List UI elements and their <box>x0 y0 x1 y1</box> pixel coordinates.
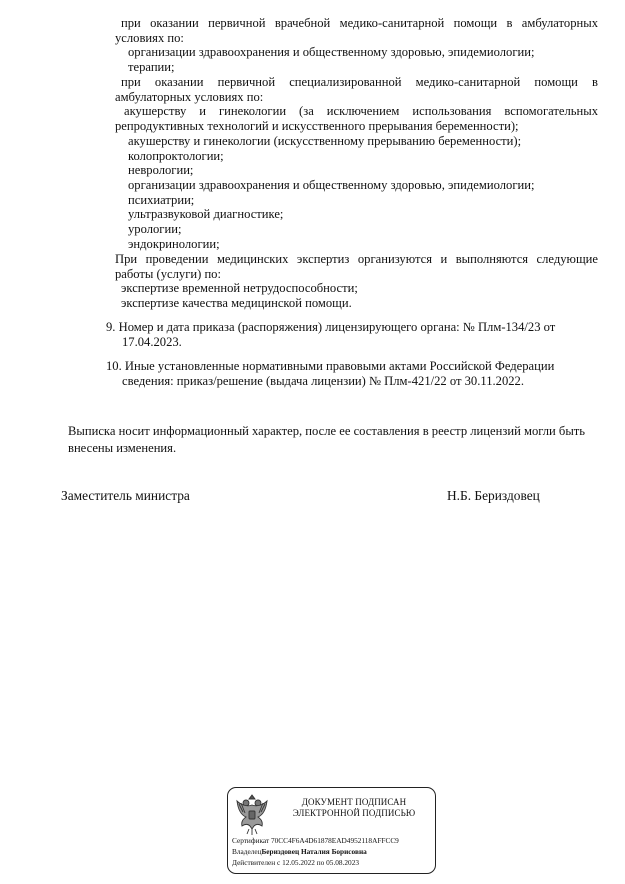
list-item: эндокринологии; <box>128 236 220 251</box>
list-item: акушерству и гинекологии (за исключением использования вспомогательных <box>124 104 598 119</box>
specialized-intro-line-2: амбулаторных условиях по: <box>115 89 264 104</box>
list-item: урологии; <box>128 222 182 237</box>
owner-name: Бериздовец Наталия Борисовна <box>261 847 367 856</box>
primary-care-section <box>115 16 598 75</box>
item-9-line-2: 17.04.2023. <box>122 334 182 349</box>
valid-to-label: по <box>316 858 325 867</box>
stamp-details <box>232 835 435 868</box>
certificate-label: Сертификат <box>232 836 270 845</box>
valid-label: Действителен с <box>232 858 281 867</box>
list-item: психиатрии; <box>128 192 195 207</box>
primary-care-intro-line-2: условиях по: <box>115 30 184 45</box>
electronic-signature-stamp <box>227 787 436 874</box>
list-item: экспертизе качества медицинской помощи. <box>121 296 352 311</box>
list-item: ультразвуковой диагностике; <box>128 207 284 222</box>
stamp-title <box>274 797 434 819</box>
coat-of-arms-emblem <box>233 793 271 837</box>
list-item: акушерству и гинекологии (искусственному прерыванию беременности); <box>128 133 522 148</box>
note-line-1: Выписка носит информационный характер, после ее составления в реестр лицензий могли быть <box>68 424 586 438</box>
stamp-title-line-2: ЭЛЕКТРОННОЙ ПОДПИСЬЮ <box>292 808 416 818</box>
validity-row <box>232 857 435 868</box>
item-9-line-1: 9. Номер и дата приказа (распоряжения) лицензирующего органа: № Плм-134/23 от <box>106 320 556 334</box>
list-item: колопроктологии; <box>128 148 224 163</box>
list-item: организации здравоохранения и общественному здоровью, эпидемиологии; <box>128 177 535 192</box>
disclaimer-note <box>68 423 603 457</box>
certificate-row <box>232 835 435 846</box>
expertise-intro-line-2: работы (услуги) по: <box>115 266 221 281</box>
specialized-intro-line-1: при оказании первичной специализированной медико-санитарной помощи в <box>121 75 598 89</box>
item-10-line-1: 10. Иные установленные нормативными правовыми актами Российской Федерации <box>106 359 555 373</box>
item-10 <box>106 359 598 388</box>
list-item-continuation: репродуктивных технологий и искусственного прерывания беременности); <box>115 119 519 134</box>
signatory-position: Заместитель министра <box>61 488 190 503</box>
primary-care-intro-line-1: при оказании первичной врачебной медико-санитарной помощи в амбулаторных <box>121 16 598 30</box>
expertise-intro-line-1: При проведении медицинских экспертиз организуются и выполняются следующие <box>115 252 598 266</box>
valid-from: 12.05.2022 <box>282 858 315 867</box>
certificate-number: 70CC4F6A4D61878EAD4952118AFFCC9 <box>270 836 399 845</box>
owner-label: Владелец <box>232 847 262 856</box>
stamp-title-line-1: ДОКУМЕНТ ПОДПИСАН <box>301 797 407 807</box>
list-item: неврологии; <box>128 163 194 178</box>
owner-row <box>232 846 435 857</box>
expertise-section <box>115 252 598 311</box>
note-line-2: внесены изменения. <box>68 441 177 455</box>
list-item: экспертизе временной нетрудоспособности; <box>121 281 358 296</box>
item-10-line-2: сведения: приказ/решение (выдача лицензии) № Плм-421/22 от 30.11.2022. <box>122 373 524 388</box>
signatory-name: Н.Б. Бериздовец <box>447 488 540 503</box>
valid-to: 05.08.2023 <box>326 858 359 867</box>
specialized-care-section <box>115 75 598 251</box>
list-item: организации здравоохранения и общественному здоровью, эпидемиологии; <box>128 45 535 60</box>
item-9 <box>106 320 598 349</box>
list-item: терапии; <box>128 60 175 75</box>
